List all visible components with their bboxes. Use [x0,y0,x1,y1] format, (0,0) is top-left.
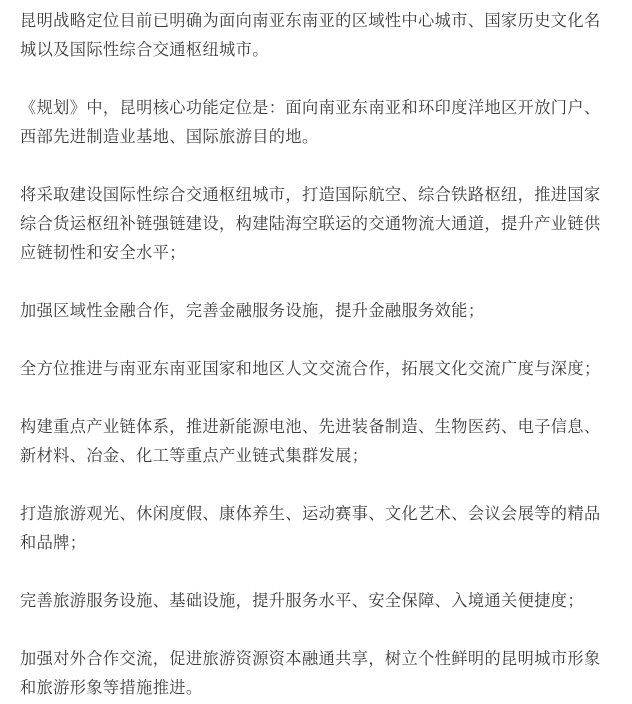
paragraph-industry-chain: 构建重点产业链体系，推进新能源电池、先进装备制造、生物医药、电子信息、新材料、冶金、化工等重点产业链式集群发展； [20,417,601,465]
paragraph-cultural-exchange: 全方位推进与南亚东南亚国家和地区人文交流合作，拓展文化交流广度与深度； [20,359,601,378]
paragraph-finance: 加强区域性金融合作，完善金融服务设施，提升金融服务效能； [20,301,485,320]
paragraph-external-cooperation: 加强对外合作交流，促进旅游资源资本融通共享，树立个性鲜明的昆明城市形象和旅游形象等措施推进。 [20,649,601,697]
paragraph-core-functions: 《规划》中，昆明核心功能定位是：面向南亚东南亚和环印度洋地区开放门户、西部先进制造业基地、国际旅游目的地。 [20,98,601,146]
paragraph-positioning: 昆明战略定位目前已明确为面向南亚东南亚的区域性中心城市、国家历史文化名城以及国际性综合交通枢纽城市。 [20,11,601,59]
paragraph-tourism-services: 完善旅游服务设施、基础设施，提升服务水平、安全保障、入境通关便捷度； [20,591,584,610]
paragraph-transport-hub: 将采取建设国际性综合交通枢纽城市，打造国际航空、综合铁路枢纽，推进国家综合货运枢纽补链强链建设，构建陆海空联运的交通物流大通道，提升产业链供应链韧性和安全水平； [20,185,601,262]
paragraph-tourism-brands: 打造旅游观光、休闲度假、康体养生、运动赛事、文化艺术、会议会展等的精品和品牌； [20,504,601,552]
